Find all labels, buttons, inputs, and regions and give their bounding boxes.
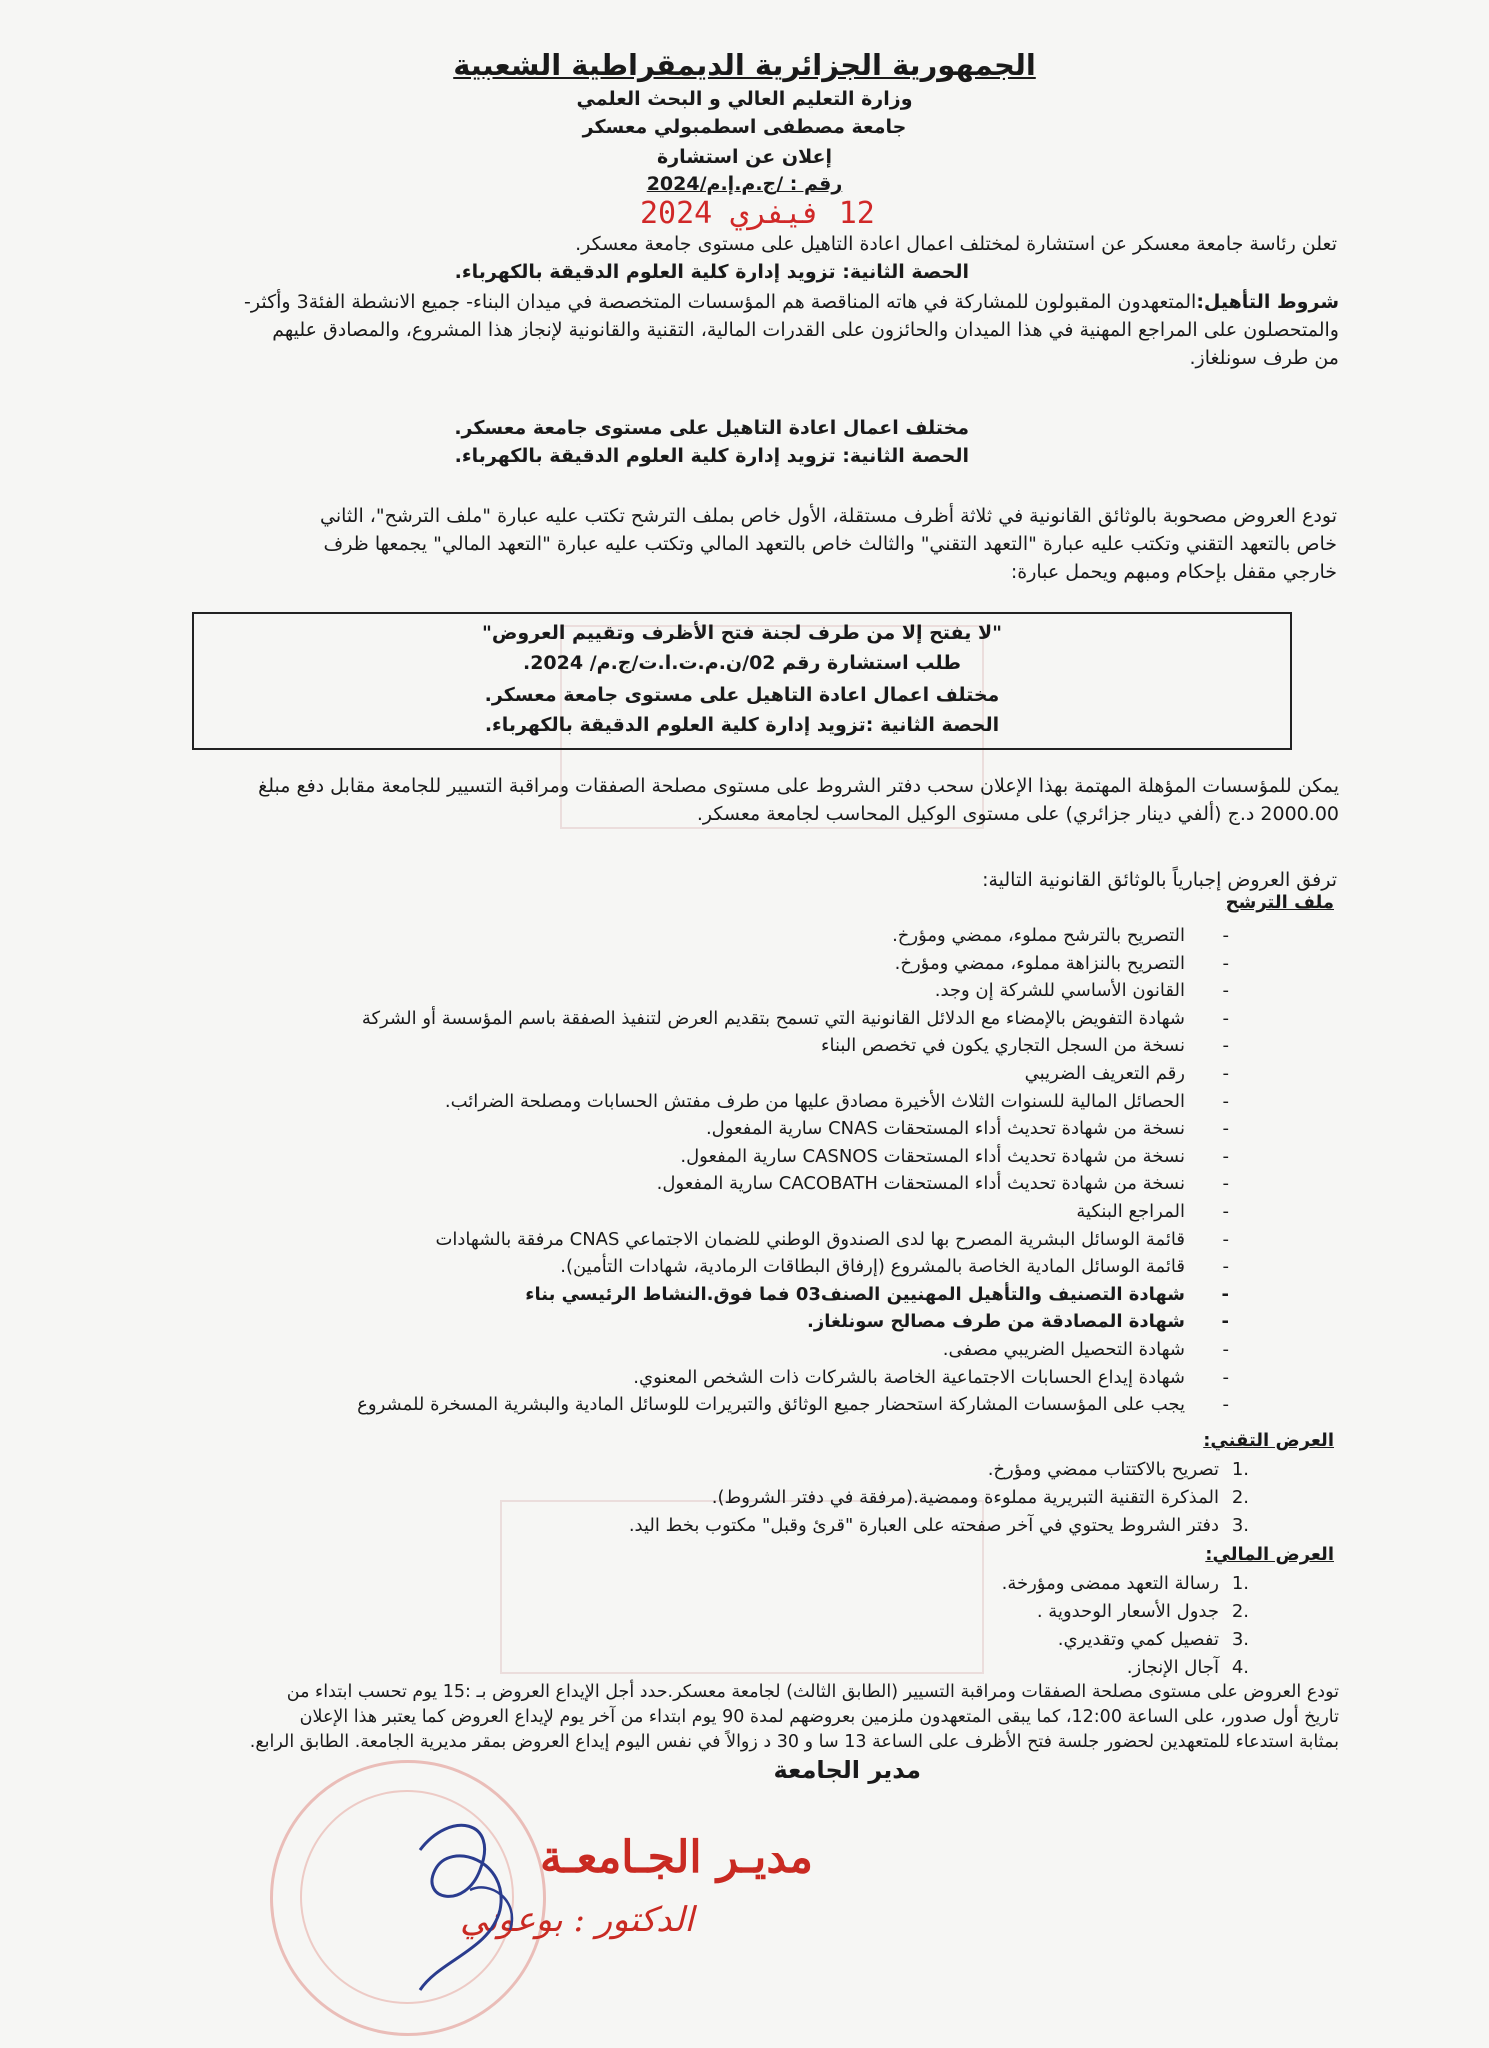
university-name: جامعة مصطفى اسطمبولي معسكر xyxy=(582,116,907,138)
envelopes-line-2: خاص بالتعهد التقني وتكتب عليه عبارة "التعهد التقني" والثالث خاص بالتعهد المالي وتكتب عليه عبارة "التعهد المالي" يجمعها ظرف xyxy=(323,533,1337,555)
reference-number: رقم : /ج.م.إ.م/2024 xyxy=(646,173,843,195)
financial-item-text: آجال الإنجاز. xyxy=(1126,1657,1219,1678)
box-line-3: مختلف اعمال اعادة التاهيل على مستوى جامعة معسكر. xyxy=(484,684,1000,706)
qualification-line-2: والمتحصلون على المراجع المهنية في هذا الميدان والحائزون على القدرات المالية، التقنية والقانونية لإنجاز هذا المشروع، والمصادق عليهم xyxy=(272,319,1339,341)
ministry-name: وزارة التعليم العالي و البحث العلمي xyxy=(576,88,913,110)
financial-offer-list xyxy=(319,1570,1249,1682)
financial-item-text: جدول الأسعار الوحدوية . xyxy=(1036,1601,1219,1622)
technical-item-text: تصريح بالاكتتاب ممضي ومؤرخ. xyxy=(987,1459,1219,1480)
announcement-title: إعلان عن استشارة xyxy=(656,146,833,168)
candidacy-item: - المراجع البنكية xyxy=(249,1198,1189,1226)
closing-line-3: بمثابة استدعاء للمتعهدين لحضور جلسة فتح الأظرف على الساعة 13 سا و 30 د زوالاً في نفس اليوم إيداع العروض بمقر مديرية الجامعة. الطابق الرابع. xyxy=(249,1732,1339,1752)
intro-line xyxy=(147,230,1337,258)
technical-item-number: .2 xyxy=(1231,1487,1249,1508)
date-stamp: 12 فيفري 2024 xyxy=(640,196,875,231)
candidacy-item: - شهادة المصادقة من طرف مصالح سونلغاز. xyxy=(249,1308,1189,1336)
box-line-2: طلب استشارة رقم 02/ن.م.ت.ا.ت/ج.م/ 2024. xyxy=(522,652,961,674)
envelope-label-box xyxy=(192,612,1292,750)
candidacy-item: - التصريح بالنزاهة مملوء، ممضي ومؤرخ. xyxy=(249,950,1189,978)
box-line-1: "لا يفتح إلا من طرف لجنة فتح الأظرف وتقييم العروض" xyxy=(481,622,1003,644)
technical-item xyxy=(319,1512,1249,1540)
closing-paragraph xyxy=(149,1680,1339,1755)
intro-text: تعلن رئاسة جامعة معسكر عن استشارة لمختلف اعمال اعادة التاهيل على مستوى جامعة معسكر. xyxy=(575,233,1337,255)
handwritten-signature xyxy=(380,1790,560,2000)
financial-offer-title: العرض المالي: xyxy=(1205,1544,1334,1565)
specs-line-1: يمكن للمؤسسات المؤهلة المهتمة بهذا الإعلان سحب دفتر الشروط على مستوى مصلحة الصفقات ومراقبة التسيير للجامعة مقابل دفع مبلغ xyxy=(258,775,1339,797)
closing-line-2: تاريخ أول صدور، على الساعة 12:00، كما يبقى المتعهدون ملزمين بعروضهم لمدة 90 يوم ابتداء من آخر يوم لإيداع العروض كما يعتبر هذا الإعلان xyxy=(299,1707,1339,1727)
candidacy-item: - يجب على المؤسسات المشاركة استحضار جميع الوثائق والتبريرات للوسائل المادية والبشرية المسخرة للمشروع xyxy=(249,1391,1189,1419)
technical-item-text: المذكرة التقنية التبريرية مملوءة وممضية.(مرفقة في دفتر الشروط). xyxy=(711,1487,1219,1508)
candidacy-item: - شهادة التحصيل الضريبي مصفى. xyxy=(249,1336,1189,1364)
technical-item-text: دفتر الشروط يحتوي في آخر صفحته على العبارة "قرئ وقبل" مكتوب بخط اليد. xyxy=(628,1515,1219,1536)
stamp-name-text: الدكتور : بوعوني xyxy=(460,1900,694,1940)
project-lot-text: الحصة الثانية: تزويد إدارة كلية العلوم الدقيقة بالكهرباء. xyxy=(454,445,969,467)
signature-title: مدير الجامعة xyxy=(773,1756,921,1784)
envelopes-paragraph xyxy=(147,502,1337,586)
candidacy-item: - نسخة من شهادة تحديث أداء المستحقات CASNOS سارية المفعول. xyxy=(249,1143,1189,1171)
box-line-4: الحصة الثانية :تزويد إدارة كلية العلوم الدقيقة بالكهرباء. xyxy=(484,714,1000,736)
documents-intro: ترفق العروض إجبارياً بالوثائق القانونية التالية: xyxy=(982,869,1337,891)
envelopes-line-1: تودع العروض مصحوبة بالوثائق القانونية في ثلاثة أظرف مستقلة، الأول خاص بملف الترشح تكتب عليه عبارة "ملف الترشح"، الثاني xyxy=(320,505,1337,527)
financial-item xyxy=(319,1626,1249,1654)
technical-item-number: .3 xyxy=(1231,1515,1249,1536)
financial-item-number: .1 xyxy=(1231,1573,1249,1594)
candidacy-item: - رقم التعريف الضريبي xyxy=(249,1060,1189,1088)
qualification-line-1: المتعهدون المقبولون للمشاركة في هاته المناقصة هم المؤسسات المتخصصة في ميدان البناء- جميع الانشطة الفئة3 وأكثر- xyxy=(244,291,1197,313)
project-title-text: مختلف اعمال اعادة التاهيل على مستوى جامعة معسكر. xyxy=(454,417,969,439)
financial-item-number: .3 xyxy=(1231,1629,1249,1650)
qualification-line-3: من طرف سونلغاز. xyxy=(1189,347,1339,369)
technical-offer-title: العرض التقني: xyxy=(1203,1430,1334,1451)
closing-line-1: تودع العروض على مستوى مصلحة الصفقات ومراقبة التسيير (الطابق الثالث) لجامعة معسكر.حدد أجل الإيداع العروض بـ :15 يوم تحسب ابتداء من xyxy=(286,1682,1339,1702)
candidacy-item: - الحصائل المالية للسنوات الثلاث الأخيرة مصادق عليها من طرف مفتش الحسابات ومصلحة الضرائب. xyxy=(249,1088,1189,1116)
technical-item xyxy=(319,1456,1249,1484)
candidacy-item: - قائمة الوسائل البشرية المصرح بها لدى الصندوق الوطني للضمان الاجتماعي CNAS مرفقة بالشهادات xyxy=(249,1226,1189,1254)
financial-item-text: رسالة التعهد ممضى ومؤرخة. xyxy=(1001,1573,1219,1594)
candidacy-item: - شهادة إيداع الحسابات الاجتماعية الخاصة بالشركات ذات الشخص المعنوي. xyxy=(249,1364,1189,1392)
intro-lot-text: الحصة الثانية: تزويد إدارة كلية العلوم الدقيقة بالكهرباء. xyxy=(454,261,969,283)
project-title xyxy=(169,414,969,470)
financial-item xyxy=(319,1598,1249,1626)
republic-title: الجمهورية الجزائرية الديمقراطية الشعبية xyxy=(453,48,1036,82)
candidacy-item: - التصريح بالترشح مملوء، ممضي ومؤرخ. xyxy=(249,922,1189,950)
qualification-block xyxy=(129,288,1339,372)
technical-offer-list xyxy=(319,1456,1249,1540)
financial-item-number: .2 xyxy=(1231,1601,1249,1622)
financial-item-text: تفصيل كمي وتقديري. xyxy=(1057,1629,1219,1650)
stamp-title-text: مديـر الجـامعـة xyxy=(540,1832,814,1883)
candidacy-item: - القانون الأساسي للشركة إن وجد. xyxy=(249,977,1189,1005)
technical-item-number: .1 xyxy=(1231,1459,1249,1480)
qualification-label: شروط التأهيل: xyxy=(1196,291,1339,313)
candidacy-item: - نسخة من شهادة تحديث أداء المستحقات CACOBATH سارية المفعول. xyxy=(249,1170,1189,1198)
candidacy-item: - شهادة التصنيف والتأهيل المهنيين الصنف03 فما فوق.النشاط الرئيسي بناء xyxy=(249,1281,1189,1309)
technical-item xyxy=(319,1484,1249,1512)
intro-lot xyxy=(169,258,969,286)
financial-item xyxy=(319,1654,1249,1682)
candidacy-item: - نسخة من السجل التجاري يكون في تخصص البناء xyxy=(249,1032,1189,1060)
candidacy-item: - نسخة من شهادة تحديث أداء المستحقات CNAS سارية المفعول. xyxy=(249,1115,1189,1143)
candidacy-title: ملف الترشح xyxy=(1225,892,1334,913)
candidacy-item: - قائمة الوسائل المادية الخاصة بالمشروع (إرفاق البطاقات الرمادية، شهادات التأمين). xyxy=(249,1253,1189,1281)
candidacy-list xyxy=(249,922,1189,1419)
financial-item-number: .4 xyxy=(1231,1657,1249,1678)
envelopes-line-3: خارجي مقفل بإحكام ومبهم ويحمل عبارة: xyxy=(1010,561,1337,583)
specs-line-2: 2000.00 د.ج (ألفي دينار جزائري) على مستوى الوكيل المحاسب لجامعة معسكر. xyxy=(696,803,1339,825)
specifications-paragraph xyxy=(139,772,1339,828)
candidacy-item: - شهادة التفويض بالإمضاء مع الدلائل القانونية التي تسمح بتقديم العرض لتنفيذ الصفقة باسم المؤسسة أو الشركة xyxy=(249,1005,1189,1033)
financial-item xyxy=(319,1570,1249,1598)
